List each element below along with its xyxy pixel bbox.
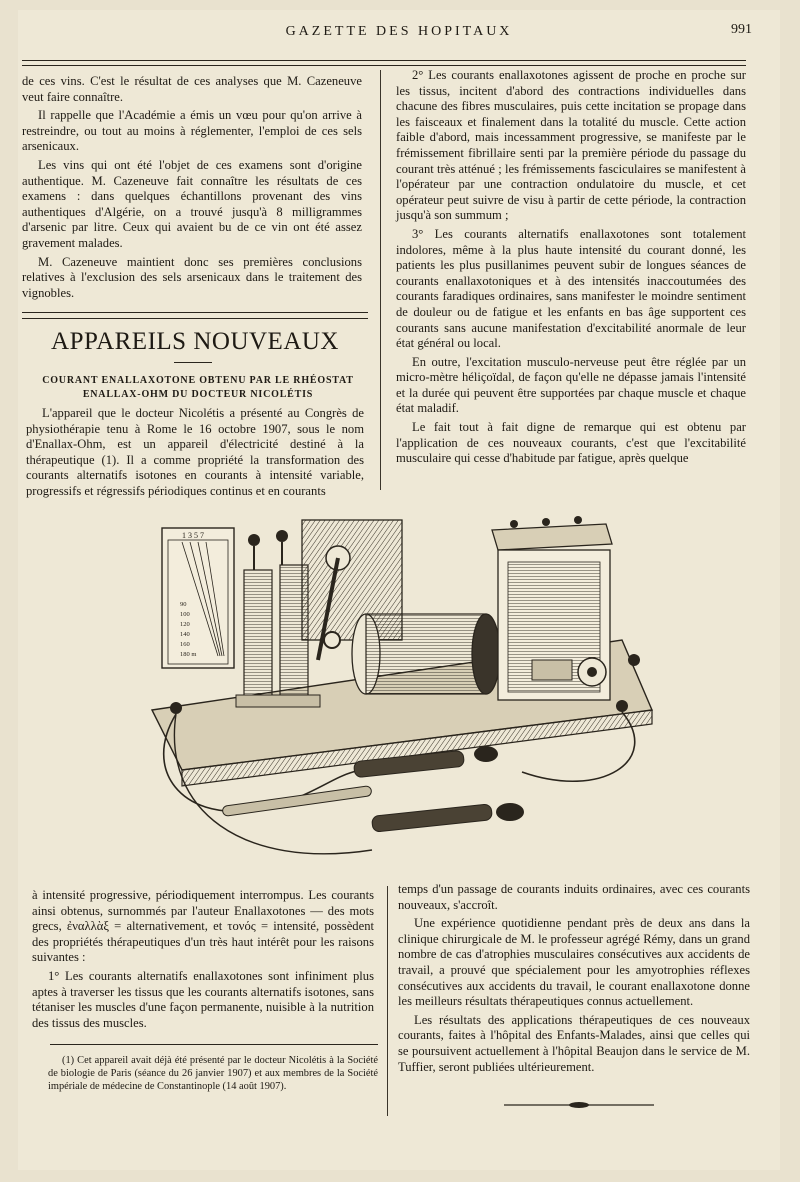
right-column-top xyxy=(396,68,746,470)
scale-label: 140 xyxy=(180,631,190,638)
paragraph: M. Cazeneuve maintient donc ses premières conclusions relatives à l'exclusion des sels arsenicaux dans le traitement des vignobles. xyxy=(22,254,362,300)
footnote-text: (1) Cet appareil avait déjà été présenté par le docteur Nicolétis à la Société de biologie de Paris (séance du 26 janvier 1907) et aux membres de la Société impériale de médecine de Constantinople (14 août 1907). xyxy=(48,1055,378,1092)
paragraph: En outre, l'excitation musculo-nerveuse peut être réglée par un micro-mètre héliçoïdal, de façon qu'elle ne dépasse jamais l'intensité et la durée qui peuvent être supportées par chaque muscle et chaque état maladif. xyxy=(396,354,746,416)
section-double-rule xyxy=(22,312,368,319)
scale-label: 180 m xyxy=(180,651,197,658)
running-header xyxy=(18,24,780,48)
paragraph: Il rappelle que l'Académie a émis un vœu pour qu'on arrive à restreindre, ou tout au moins à réglementer, l'emploi de ces sels arsenicaux. xyxy=(22,108,362,154)
binding-post xyxy=(628,654,640,666)
article-subtitle xyxy=(28,374,368,402)
paragraph: temps d'un passage de courants induits ordinaires, avec ces courants nouveaux, s'accroît. xyxy=(398,882,750,912)
paragraph: Les résultats des applications thérapeutiques de ces nouveaux courants, faites à l'hôpital des Enfants-Malades, ainsi que celles qui se poursuivent actuellement à l'hôpital Beaujon dans le service de M. Tuffier, seront publiées ultérieurement. xyxy=(398,1012,750,1074)
column-divider-top xyxy=(380,70,381,490)
scale-label: 160 xyxy=(180,641,190,648)
newspaper-page xyxy=(18,10,780,1170)
paragraph: de ces vins. C'est le résultat de ces analyses que M. Cazeneuve veut faire connaître. xyxy=(22,74,362,104)
paragraph: 2° Les courants enallaxotones agissent de proche en proche sur les tissus, incitent d'abord des contractions individuelles dans chacune des fibres musculaires, puis cette incitation se propage dans les faisceaux et finalement dans la totalité du muscle. Cette action faible d'abord, mais incessamment progressive, se manifeste par le frémissement fibrillaire senti par la première période du passage du courant très atténué ; les frémissements fasciculaires se manifestent à l'opérateur par une contraction ondulatoire du muscle, et cet opérateur peut suivre de visu à partir de cette période, la contraction jusqu'à son summum ; xyxy=(396,68,746,223)
title-rule xyxy=(174,362,212,363)
running-title: GAZETTE DES HOPITAUX xyxy=(285,24,513,39)
end-ornament xyxy=(504,1101,654,1109)
scale-label: 120 xyxy=(180,621,190,628)
paragraph: Une expérience quotidienne pendant près de deux ans dans la clinique chirurgicale de M. le professeur agrégé Rémy, dans un grand nombre de cas d'atrophies musculaires consécutives aux accidents de travail, a prouvé que spécialement pour les amyotrophies réflexes consécutives aux accidents du travail, le courant enallaxotone donne les meilleurs résultats thérapeutiques connus actuellement. xyxy=(398,916,750,1009)
scale-label: 90 xyxy=(180,601,187,608)
paragraph: à intensité progressive, périodiquement interrompus. Les courants ainsi obtenus, surnommés par l'auteur Enallaxotones — des mots grecs, ἐναλλὰξ = alternativement, et τονός = intensité, possèdent des propriétés thérapeutiques d'un très haut intérêt pour les raisons suivantes : xyxy=(32,888,374,965)
induction-coil xyxy=(352,614,500,694)
dial-numbers: 1 3 5 7 xyxy=(182,531,204,540)
subtitle-line: ENALLAX-OHM DU DOCTEUR NICOLÉTIS xyxy=(82,389,314,400)
apparatus-engraving xyxy=(122,510,682,880)
header-double-rule xyxy=(22,60,746,66)
page-number: 991 xyxy=(731,22,752,37)
subtitle-line: COURANT ENALLAXOTONE OBTENU PAR LE RHÉOSTAT xyxy=(42,375,354,386)
binding-post xyxy=(616,700,628,712)
left-column-top xyxy=(22,74,362,304)
paragraph: Le fait tout à fait digne de remarque qui est obtenu par l'application de ces nouveaux courants, c'est que l'excitabilité musculaire qui cesse d'habitude par fatigue, après quelque xyxy=(396,420,746,466)
rheostat-scale-panel xyxy=(162,528,234,668)
scale-label: 100 xyxy=(180,611,190,618)
footnote-rule xyxy=(50,1044,378,1045)
paragraph: L'appareil que le docteur Nicolétis a présenté au Congrès de physiothérapie tenu à Rome le 16 octobre 1907, sous le nom d'Enallax-Ohm, est un appareil d'électricité destiné à la thérapeutique (1). Il a comme propriété la transformation des courants alternatifs isotones en courants à intensité variable, progressifs et régressifs périodiques continus et en courants xyxy=(26,406,364,498)
paragraph: Les vins qui ont été l'objet de ces examens sont d'origine authentique. M. Cazeneuve fait connaître les résultats de ces examens : dans quelques échantillons provenant des vins authentiques d'Algérie, on a trouvé jusqu'à 8 milligrammes d'arsenic par litre. Ceux qui avaient bu de ce vin ont été assez gravement malades. xyxy=(22,157,362,250)
section-title: APPAREILS NOUVEAUX xyxy=(51,328,339,355)
paragraph: 1° Les courants alternatifs enallaxotones sont infiniment plus aptes à traverser les tissus que les courants alternatifs isotones, sans tétaniser les muscles d'une façon permanente, nuisible à la nutrition des tissus des muscles. xyxy=(32,968,374,1030)
binding-post xyxy=(170,702,182,714)
right-column-bottom xyxy=(398,882,750,1078)
article-intro xyxy=(26,406,364,503)
enallax-ohm-illustration xyxy=(122,510,682,880)
column-divider-bottom xyxy=(387,886,388,1116)
paragraph: 3° Les courants alternatifs enallaxotones sont totalement indolores, même à la plus haute intensité du courant donné, les patients les plus pusillanimes peuvent subir de longues séances de courants enallaxotoniques et à des intensités inaccoutumées des courants faradiques ordinaires, sans manifester le moindre sentiment de douleur ou de fatigue et les enfants en bas âge supportent ces courants sans aucune manifestation d'excitabilité anormale de leur état général ou local. xyxy=(396,226,746,351)
left-column-bottom xyxy=(32,888,374,1034)
footnote xyxy=(48,1054,378,1093)
